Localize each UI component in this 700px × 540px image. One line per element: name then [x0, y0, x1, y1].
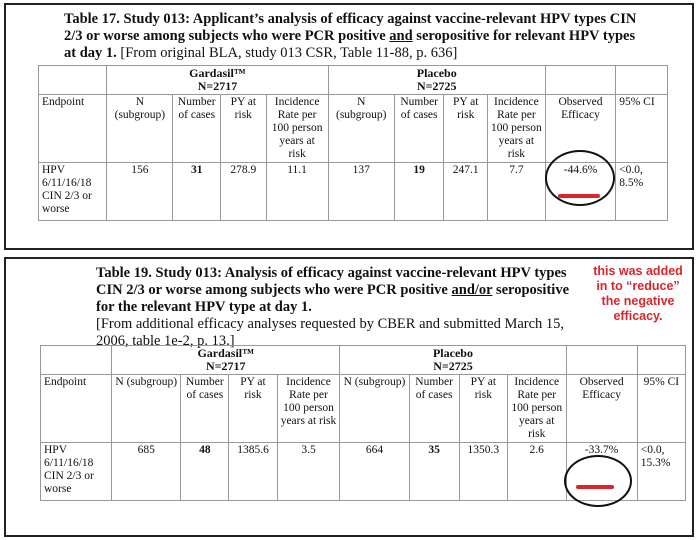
table17-panel — [4, 3, 694, 250]
table19-title-andor: and/or — [451, 282, 493, 298]
efficacy-cell: -33.7% — [566, 443, 637, 501]
header-cell: PY at risk — [444, 95, 487, 163]
table17-group-gardasil — [107, 66, 328, 95]
header-cell: Incidence Rate per 100 person years at risk — [507, 375, 566, 443]
data-cell: HPV 6/11/16/18 CIN 2/3 or worse — [41, 443, 112, 501]
table17-empty-cell — [39, 66, 107, 95]
header-cell: Incidence Rate per 100 person years at risk — [487, 95, 545, 163]
table19-title-main: Table 19. Study 013: Analysis of efficacy against vaccine-relevant HPV types CIN 2/3 or worse among subjects who were PCR positive — [96, 265, 567, 298]
table17-title — [64, 11, 644, 62]
table17-group-row — [39, 66, 668, 95]
data-cell: 278.9 — [221, 163, 267, 221]
group-gardasil-n: N=2717 — [197, 79, 238, 93]
data-cell: 1350.3 — [459, 443, 507, 501]
data-cell: 1385.6 — [229, 443, 277, 501]
data-cell: 137 — [328, 163, 394, 221]
table19-header-row — [41, 375, 686, 443]
header-cell: Number of cases — [173, 95, 221, 163]
table19-group-placebo — [340, 346, 566, 375]
header-cell: PY at risk — [221, 95, 267, 163]
table17-group-placebo — [328, 66, 545, 95]
header-cell: Incidence Rate per 100 person years at risk — [277, 375, 340, 443]
table19-panel — [4, 257, 694, 537]
header-cell: N (subgroup) — [328, 95, 394, 163]
header-cell: Number of cases — [409, 375, 459, 443]
data-cell: 156 — [107, 163, 173, 221]
table19-empty-cell — [566, 346, 637, 375]
table17-empty-cell — [616, 66, 668, 95]
header-cell: Endpoint — [39, 95, 107, 163]
data-cell: 685 — [112, 443, 181, 501]
group-placebo-n: N=2725 — [416, 79, 457, 93]
header-cell: Observed Efficacy — [545, 95, 615, 163]
table17-title-and: and — [389, 28, 413, 44]
table17-title-rest: seropositive for relevant HPV types at day 1. — [64, 28, 636, 61]
header-cell: 95% CI — [616, 95, 668, 163]
header-cell: N (subgroup) — [340, 375, 409, 443]
group-placebo-n: N=2725 — [433, 359, 473, 373]
data-cell: 35 — [409, 443, 459, 501]
header-cell: Incidence Rate per 100 person years at risk — [266, 95, 328, 163]
table17-title-source: [From original BLA, study 013 CSR, Table 11-88, p. 636] — [116, 45, 458, 61]
data-cell: HPV 6/11/16/18 CIN 2/3 or worse — [39, 163, 107, 221]
group-placebo-label: Placebo — [416, 66, 457, 80]
table19-title — [96, 265, 586, 350]
efficacy-highlight-circle — [564, 455, 632, 507]
data-cell: 3.5 — [277, 443, 340, 501]
header-cell: PY at risk — [459, 375, 507, 443]
data-cell: 2.6 — [507, 443, 566, 501]
header-cell: PY at risk — [229, 375, 277, 443]
header-cell: Endpoint — [41, 375, 112, 443]
data-cell: 247.1 — [444, 163, 487, 221]
group-placebo-label: Placebo — [432, 346, 473, 360]
data-cell: 48 — [181, 443, 229, 501]
table19-empty-cell — [41, 346, 112, 375]
group-gardasil-n: N=2717 — [206, 359, 246, 373]
data-cell: 664 — [340, 443, 409, 501]
efficacy-red-underline — [558, 194, 600, 198]
table19-title-rest: seropositive for the relevant HPV type at day 1. — [96, 282, 569, 315]
header-cell: 95% CI — [637, 375, 685, 443]
table19-group-row — [41, 346, 686, 375]
header-cell: Number of cases — [181, 375, 229, 443]
table17-empty-cell — [545, 66, 615, 95]
header-cell: Number of cases — [394, 95, 444, 163]
efficacy-red-underline — [576, 485, 614, 489]
ci-cell: <0.0, 8.5% — [616, 163, 668, 221]
annotation-text: this was added in to “reduce” the negative efficacy. — [593, 264, 683, 323]
data-cell: 7.7 — [487, 163, 545, 221]
table17-title-main: Table 17. Study 013: Applicant’s analysis of efficacy against vaccine-relevant HPV types CIN 2/3 or worse among subjects who were PCR positive — [64, 11, 637, 44]
data-cell: 19 — [394, 163, 444, 221]
data-cell: 11.1 — [266, 163, 328, 221]
header-cell: N (subgroup) — [107, 95, 173, 163]
efficacy-cell: -44.6% — [545, 163, 615, 221]
header-cell: N (subgroup) — [112, 375, 181, 443]
group-gardasil-label: Gardasil™ — [189, 66, 246, 80]
table19-title-source: [From additional efficacy analyses requested by CBER and submitted March 15, 2006, table 1e-2, p. 13.] — [96, 316, 565, 349]
ci-cell: <0.0, 15.3% — [637, 443, 685, 501]
header-cell: Observed Efficacy — [566, 375, 637, 443]
table19-group-gardasil — [112, 346, 340, 375]
table19-empty-cell — [637, 346, 685, 375]
group-gardasil-label: Gardasil™ — [197, 346, 255, 360]
data-cell: 31 — [173, 163, 221, 221]
